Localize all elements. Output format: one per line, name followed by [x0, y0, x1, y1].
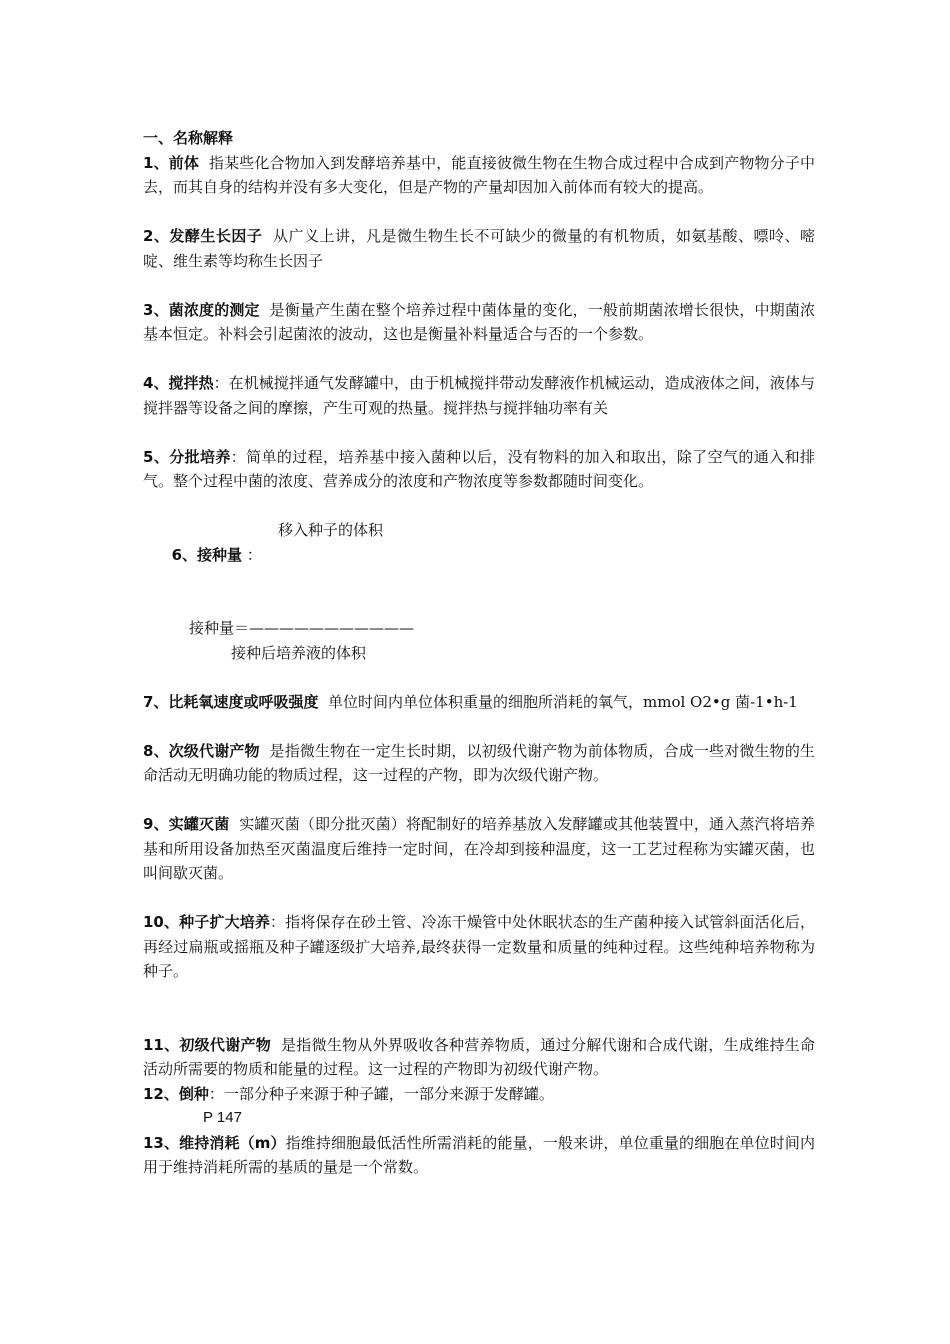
term-3: 3、菌浓度的测定 [143, 300, 260, 319]
term-5: 5、分批培养 [143, 447, 231, 466]
page-reference: P 147 [203, 1109, 242, 1126]
term-11: 11、初级代谢产物 [143, 1035, 271, 1054]
term-4: 4、搅拌热 [143, 374, 214, 392]
entry-4: 4、搅拌热：在机械搅拌通气发酵罐中，由于机械搅拌带动发酵液作机械运动，造成液体之间，液体与搅拌器等设备之间的摩擦，产生可观的热量。搅拌热与搅拌轴功率有关 [143, 374, 815, 417]
definition-13: 指维持细胞最低活性所需消耗的能量，一般来讲，单位重量的细胞在单位时间内用于维持消耗所需的基质的量是一个常数。 [143, 1133, 815, 1176]
entry-6: 6、接种量 ： 移入种子的体积 接种量＝——————————— 接种后培养液的体积 [143, 518, 815, 665]
document-page [143, 126, 815, 1180]
entry-7 [143, 690, 815, 715]
definition-9: 实罐灭菌（即分批灭菌）将配制好的培养基放入发酵罐或其他装置中，通入蒸汽将培养基和所用设备加热至灭菌温度后维持一定时间，在冷却到接种温度，这一工艺过程称为实罐灭菌，也叫间歇灭菌。 [143, 815, 815, 882]
definition-3: 是衡量产生菌在整个培养过程中菌体量的变化，一般前期菌浓增长很快，中期菌浓基本恒定。补料会引起菌浓的波动，这也是衡量补料量适合与否的一个参数。 [143, 300, 815, 343]
entry-2 [143, 224, 815, 273]
term-8: 8、次级代谢产物 [143, 741, 260, 760]
formula-line [143, 616, 815, 641]
entry-8 [143, 739, 815, 788]
entry-10: 10、种子扩大培养：指将保存在砂土管、冷冻干燥管中处休眠状态的生产菌种接入试管斜面活化后，再经过扁瓶或摇瓶及种子罐逐级扩大培养,最终获得一定数量和质量的纯种过程。这些纯种培养物称为种子。 [143, 913, 815, 980]
definition-1: 指某些化合物加入到发酵培养基中，能直接彼微生物在生物合成过程中合成到产物物分子中去，而其自身的结构并没有多大变化，但是产物的产量却因加入前体而有较大的提高。 [143, 153, 815, 196]
definition-4: 在机械搅拌通气发酵罐中，由于机械搅拌带动发酵液作机械运动，造成液体之间，液体与搅拌器等设备之间的摩擦，产生可观的热量。搅拌热与搅拌轴功率有关 [143, 374, 815, 417]
definition-5: 简单的过程，培养基中接入菌种以后，没有物料的加入和取出，除了空气的通入和排气。整个过程中菌的浓度、营养成分的浓度和产物浓度等参数都随时间变化。 [143, 447, 815, 490]
definition-2: 从广义上讲，凡是微生物生长不可缺少的微量的有机物质，如氨基酸、嘌呤、嘧啶、维生素等均称生长因子 [143, 227, 815, 270]
term-2: 2、发酵生长因子 [143, 227, 263, 245]
term-1: 1、前体 [143, 153, 200, 172]
entry-9 [143, 812, 815, 886]
entry-3 [143, 298, 815, 347]
formula-denominator: 接种后培养液的体积 [231, 643, 367, 662]
definition-12: 一部分种子来源于种子罐，一部分来源于发酵罐。 [223, 1084, 554, 1103]
entry-11 [143, 1033, 815, 1082]
entry-1 [143, 151, 815, 200]
formula-fraction-bar: ——————————— [249, 619, 415, 637]
entry-13 [143, 1131, 815, 1180]
formula-lhs: 接种量＝ [189, 619, 250, 637]
section-title: 一、名称解释 [143, 129, 234, 147]
entry-12: 12、倒种：一部分种子来源于种子罐，一部分来源于发酵罐。 [143, 1084, 554, 1103]
term-10: 10、种子扩大培养 [143, 913, 271, 931]
term-7: 7、比耗氧速度或呼吸强度 [143, 692, 319, 711]
definition-11: 是指微生物从外界吸收各种营养物质，通过分解代谢和合成代谢，生成维持生命活动所需要的物质和能量的过程。这一过程的产物即为初级代谢产物。 [143, 1035, 815, 1078]
entry-5: 5、分批培养：简单的过程，培养基中接入菌种以后，没有物料的加入和取出，除了空气的通入和排气。整个过程中菌的浓度、营养成分的浓度和产物浓度等参数都随时间变化。 [143, 447, 815, 490]
term-12: 12、倒种 [143, 1084, 209, 1103]
definition-7: 单位时间内单位体积重量的细胞所消耗的氧气，mmol O2•g 菌-1•h-1 [328, 692, 798, 711]
term-6: 6、接种量 [171, 545, 243, 564]
term-9: 9、实罐灭菌 [143, 815, 230, 833]
definition-10: 指将保存在砂土管、冷冻干燥管中处休眠状态的生产菌种接入试管斜面活化后，再经过扁瓶或摇瓶及种子罐逐级扩大培养,最终获得一定数量和质量的纯种过程。这些纯种培养物称为种子。 [143, 913, 815, 980]
definition-8: 是指微生物在一定生长时期，以初级代谢产物为前体物质，合成一些对微生物的生命活动无明确功能的物质过程，这一过程的产物，即为次级代谢产物。 [143, 741, 815, 784]
term-13: 13、维持消耗（m） [143, 1133, 286, 1152]
formula-numerator: 移入种子的体积 [278, 521, 384, 539]
